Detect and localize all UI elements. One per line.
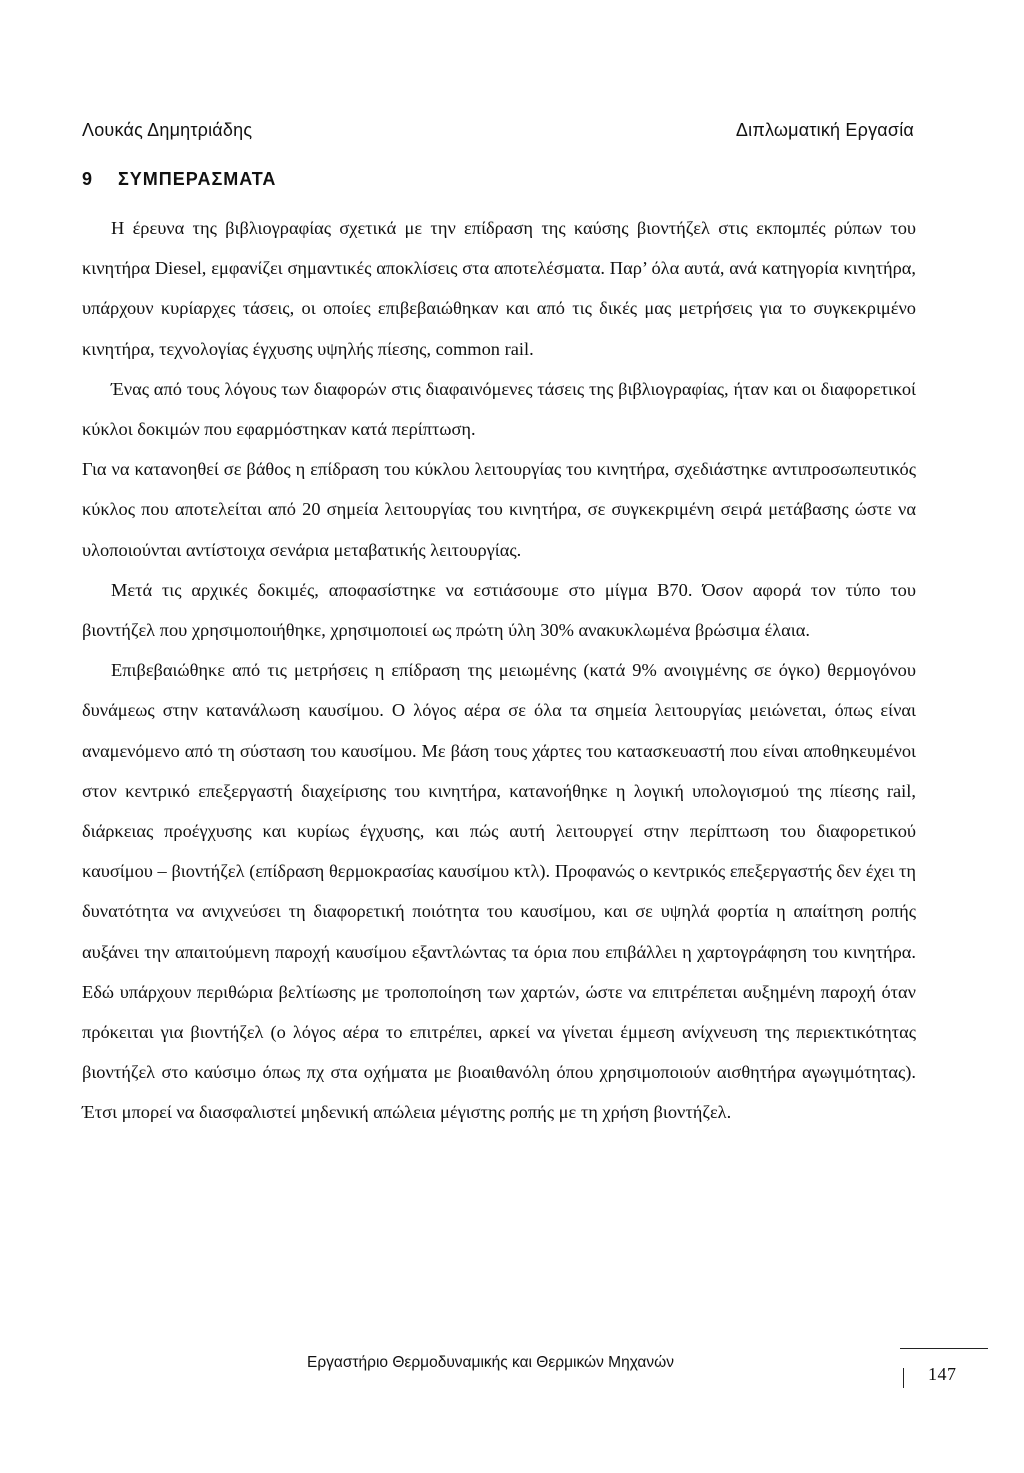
section-heading	[82, 169, 276, 190]
paragraph-3: Για να κατανοηθεί σε βάθος η επίδραση του κύκλου λειτουργίας του κινητήρα, σχεδιάστηκε αντιπροσωπευτικός κύκλος που αποτελείται από 20 σημεία λειτουργίας του κινητήρα, σε συγκεκριμένη σειρά μετάβασης ώστε να υλοποιούνται αντίστοιχα σενάρια μεταβατικής λειτουργίας.	[82, 459, 916, 560]
header-doc-type: Διπλωματική Εργασία	[735, 120, 914, 140]
footer-lab-name: Εργαστήριο Θερμοδυναμικής και Θερμικών Μηχανών	[307, 1354, 674, 1371]
body-text	[82, 208, 916, 1133]
header-author: Λουκάς Δημητριάδης	[82, 120, 253, 140]
page-number: 147	[928, 1364, 957, 1384]
footer-rule	[900, 1348, 988, 1349]
paragraph-1: Η έρευνα της βιβλιογραφίας σχετικά με την επίδραση της καύσης βιοντήζελ στις εκπομπές ρύπων του κινητήρα Diesel, εμφανίζει σημαντικές αποκλίσεις στα αποτελέσματα. Παρ’ όλα αυτά, ανά κατηγορία κινητήρα, υπάρχουν κυρίαρχες τάσεις, οι οποίες επιβεβαιώθηκαν και από τις δικές μας μετρήσεις για το συγκεκριμένο κινητήρα, τεχνολογίας έγχυσης υψηλής πίεσης, common rail.	[82, 218, 916, 359]
paragraph-2: Ένας από τους λόγους των διαφορών στις διαφαινόμενες τάσεις της βιβλιογραφίας, ήταν και οι διαφορετικοί κύκλοι δοκιμών που εφαρμόστηκαν κατά περίπτωση.	[82, 378, 916, 440]
section-title: ΣΥΜΠΕΡΑΣΜΑΤΑ	[118, 169, 277, 189]
footer-page-bar	[903, 1368, 904, 1388]
paragraph-5: Επιβεβαιώθηκε από τις μετρήσεις η επίδραση της μειωμένης (κατά 9% ανοιγμένης σε όγκο) θερμογόνου δυνάμεως στην κατανάλωση καυσίμου. Ο λόγος αέρα σε όλα τα σημεία λειτουργίας μειώνεται, όπως είναι αναμενόμενο από τη σύσταση του καυσίμου. Με βάση τους χάρτες του κατασκευαστή που είναι αποθηκευμένοι στον κεντρικό επεξεργαστή διαχείρισης του κινητήρα, κατανοήθηκε η λογική υπολογισμού της πίεσης rail, διάρκειας προέγχυσης και κυρίως έγχυσης, και πώς αυτή λειτουργεί στην περίπτωση του διαφορετικού καυσίμου – βιοντήζελ (επίδραση θερμοκρασίας καυσίμου κτλ). Προφανώς ο κεντρικός επεξεργαστής δεν έχει τη δυνατότητα να ανιχνεύσει τη διαφορετική ποιότητα του καυσίμου, και σε υψηλά φορτία η απαίτηση ροπής αυξάνει την απαιτούμενη παροχή καυσίμου εξαντλώντας τα όρια που επιβάλλει η χαρτογράφηση του κινητήρα. Εδώ υπάρχουν περιθώρια βελτίωσης με τροποποίηση των χαρτών, ώστε να επιτρέπεται αυξημένη παροχή όταν πρόκειται για βιοντήζελ (ο λόγος αέρα το επιτρέπει, αρκεί να γίνεται έμμεση ανίχνευση της περιεκτικότητας βιοντήζελ στο καύσιμο όπως πχ στα οχήματα με βιοαιθανόλη όπου χρησιμοποιούν αισθητήρα αγωγιμότητας). Έτσι μπορεί να διασφαλιστεί μηδενική απώλεια μέγιστης ροπής με τη χρήση βιοντήζελ.	[82, 660, 916, 1123]
section-number: 9	[82, 169, 94, 189]
paragraph-4: Μετά τις αρχικές δοκιμές, αποφασίστηκε να εστιάσουμε στο μίγμα B70. Όσον αφορά τον τύπο του βιοντήζελ που χρησιμοποιήθηκε, χρησιμοποιεί ως πρώτη ύλη 30% ανακυκλωμένα βρώσιμα έλαια.	[82, 579, 916, 641]
